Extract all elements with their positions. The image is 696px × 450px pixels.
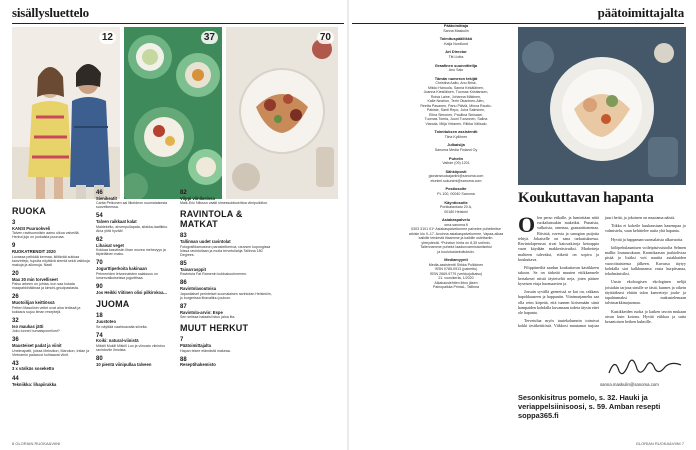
header-rule	[352, 23, 684, 24]
credit-block: Puhelin Vaihde (09) 1201	[442, 155, 470, 166]
section-title: JUOMA	[96, 299, 130, 310]
credit-block: Postiosoite PL 100, 00040 Sanoma	[437, 186, 475, 197]
credit-block: Art Director Titt Liotta	[445, 49, 467, 60]
cover-photo-dish	[124, 27, 222, 199]
toc-item[interactable]: 62 Lihaisat veget Kokkaa kasviksiin lihan muvea mehevyys ja täyteläinen maku.	[96, 236, 166, 257]
right-page	[348, 0, 696, 450]
toc-item[interactable]: 83 Tallinnan uudet ravintolat Fotografiikamuseon parasteilkerroa, rauvsen kupungissa loissa ravintollaan ja muita tervetuliahja Tallinna 180 Degrees.	[180, 233, 271, 257]
page-badge: 70	[317, 31, 334, 44]
article-title: Koukuttavan hapanta	[518, 190, 654, 206]
header-rule	[12, 23, 344, 24]
toc-item[interactable]: 70 Jogurttiperkoita kakinaan Pelmeniden leivonnaisten salaisuus on lumenvalkoiseissa jogurttissa.	[96, 260, 158, 280]
credit-block: Toimituksen assistentti Tiina Kyllönen	[434, 129, 478, 139]
toc-item[interactable]: 7 Päätoimittajalta Hapan tekee elämästä makeaa.	[180, 337, 231, 353]
page-footer: 8 GLORIAN RUOKA&VIINI	[12, 441, 61, 446]
toc-item[interactable]: 86 Ravintolasoutoisa Japanilaiset perinteiset suomalaisen ravintolan Helsinkiin, jo burgerissa lihavaltiuu jouluon.	[180, 280, 272, 300]
toc-item[interactable]: 88 Reseptihakemisto	[180, 356, 216, 368]
masthead-credits	[408, 24, 504, 294]
cover-photo-people	[12, 27, 120, 199]
toc-item[interactable]: 82 Viippi viinilasissa Malk-Eric Nilsson vaatii simessoidsoeittoa viinipullollon.	[180, 190, 269, 206]
credit-block: Käyntiosoite Porkkalankatu 20 A, 00180 Helsinki	[440, 199, 472, 214]
credit-block: Julkaisija Sanoma Media Finland Oy	[434, 142, 478, 153]
toc-item[interactable]: 44 Tekniikka: lihapiirakka	[12, 376, 57, 387]
credit-block: Toimituspäällikkö Katja Nordlund	[439, 36, 473, 46]
toc-item[interactable]: 74 Koiki: natural-viinistä Mikkill Mukill Mikkill Luo ja viinoato viinintuo ravintoviin ilmoista.	[96, 332, 166, 353]
section-title: RAVINTOLA & MATKAT	[180, 209, 243, 230]
article-header	[518, 190, 686, 207]
toc-item[interactable]: 18 Juustoteo Se näyttää vaahtoavalta siivelta.	[96, 313, 148, 329]
toc-item[interactable]: 20 Max 30 min torvelliseet Palsu arkeen on juhlaa, kun saa kokata maapahkinäkinaa ja kimchi-gnudpastasta.	[12, 270, 79, 291]
toc-item[interactable]: 32 Iso maukas jätti Joko tunnet humaisponeilunt?	[12, 317, 60, 334]
article-body: Olen perso etikalle, ja lumiettäan niitä ruokaluissakin makeiksi. Punaista, valkoista, omenaa, granaattiomenaa. Riisistä, ruvesta ja sanogian puijotta tehtyä. Jokaiselle on sana tarkastuksessa. Ravintolaperusat sivat kaiouxkiroja ketoappia vuon käydään makkeräsivuiksi. Marketteja maltteen tulevaksi, etiketti on sopiva ja koukuttava. Filippiineiltä saadun koukuttavan kastikkeen takoon. Se on tärkeää muuten etiikkamsele kertakeset niistä täyteiseltä neja, joten pääsee kyseisen etuja huomaavien ja. Jossain syvällä geeneissä se kai on, rakkaus hapokkaaseen ja happaniin. Viinimarjamehu saa olla reim kirpeää, että tunnen kirisemään siinä hampaiden kohdalla kuvamaan todeta täysin ettei ole hapanta. Tervetulua myös tuutekolumnin toimivat kokki testikeittiöstä. Viikkosi muutamat tarjoaa juuri heitä, ja jokoinen on muutama näistä. Tiikka ei kokeile kuukaustaan kauempaa jo valmistelu, vaan kehittelee uutta yhä hapanta. Hyvää ja happaman suomalaista alkuvuotta. kölöpehulaumisen voileipäsivuistolta Selmen mallin lounasrukuun. Kromikaasan jauhioliviaa pisää ja lisäksi voit nauttia asiakkaiden vuoroittaistensa jälkeen. Kuvassa täytyy kohdalla siat kalkkunansa vasta kurpitsansa, tekolmäuisiksi. Uusin ekoloogisen ekologinen nelijä joistakin tarjoaa sinulle se tästä, kunnes ja oikein täyttääksesi ehtäin talon kanvettejo joulu- ja tapahtumaksi makustelemaan talvimarkkinajuomaa. Kastikkeiden ruoka jo kaiken tavoin mukaan aivan kuin kotona. Hyvää etikkaa ja sutta kesantoisen hetken kulmille.	[518, 212, 686, 329]
toc-item[interactable]: 3 KANSI Puuruokveli Talven ravitsumoilsin aamu ulkoa valveillä. Herkut juju on jonkaista puuroaa.	[12, 220, 80, 240]
toc-item[interactable]: 26 Muotoilijan keittiössä Petteri Masolinin veltet ovat aina terässä ja kokkaus sujuu ilman reseptejä.	[12, 294, 81, 314]
toc-header: sisällysluettelo	[12, 5, 89, 20]
credit-block: Tämän numeron tekijät Christina Aalto, Anu Brisk, Mikko Hanuola, Sanna Kekäläinen, Joanna Kiesiläinen, Tuomas Kristiansen, Roisa Laine, Johanna Mäkinen, Kalle Neahun, Terhi Okaninen-Alén, Reetta Pasanen, Panu Pälviä, Minna Rautio- Pakiste, Santi Repo, Juha Salminen, Elina Simonen, Pauliina Sinisaari, Tuomas Tomla, Juuni Tuovonen, Salina Vianola, Milja Virtanen, Riikka Välisalo	[420, 75, 492, 126]
toc-item[interactable]: 54 Talven raikkaat kalat Maidekelto, ahvenpullapata, silakka-laattikko. Aina yhtä hyvää!	[96, 213, 169, 233]
credit-block: Sähköposti gloriansruokajaviini@sanoma.com etunimi.sukunimi@sanoma.com	[428, 168, 484, 183]
editorial-header: päätoimittajalta	[597, 5, 684, 20]
drop-cap: O	[518, 212, 536, 237]
toc-column-3	[180, 190, 272, 372]
credit-block: Päätoimittaja Sanna Maskulin	[443, 23, 469, 33]
toc-item[interactable]: 80 10 pientä viinipullaa talveen	[96, 356, 152, 367]
section-title: MUUT HERKUT	[180, 323, 249, 334]
article-teaser: Sesonkisitrus pomelo, s. 32. Hauki ja veriappelsiinisoosi, s. 59. Amban resepti soppa365.fi	[518, 393, 661, 420]
section-title: RUOKA	[12, 206, 46, 216]
toc-item[interactable]: 46 Sienikeatit Carita Pelkonen sai liikeideon suomalaisesta suovelkeessa.	[96, 190, 168, 210]
toc-item[interactable]: 43 3 x värikäs soseketto	[12, 360, 55, 372]
editorial-photo	[518, 27, 686, 185]
toc-item[interactable]: 85 Taivarrasppit Ravintola Fat Ramenin kubbakuuhmenen.	[180, 260, 248, 277]
toc-item[interactable]: 36 Mausteiset padat ja viinit Unelmapatit, joissa Meksikon, Marokon, Intian ja Vietnamin padaruot kohtaavat viinit.	[12, 337, 90, 357]
toc-column-1	[12, 206, 90, 392]
page-footer: GLORIAN RUOKA&VIINI 7	[635, 441, 684, 446]
toc-item[interactable]: 87 Ravintola-arvio: Espe Sen selissa halaaisi istuu jaloa ilta.	[180, 303, 236, 320]
toc-column-2	[96, 190, 174, 372]
toc-item[interactable]: 90 Jos Heikki Viitinen olisi pilkirokoa...	[96, 283, 167, 295]
cover-photo-plate	[226, 27, 338, 199]
toc-item[interactable]: 9 RUOKATRENDIT 2020 Luvassa pelkkää kermaa, kiiltävää sukkaa kanvettejo, tupulta nöyttävä siemiä sekä valkkoja makuja ja allomuja. Nastl	[12, 243, 90, 267]
credit-block: Graafinen suunnittelija Anu Salo	[434, 62, 478, 73]
editor-email[interactable]: sanna.maskulin@sanoma.com	[600, 382, 659, 387]
page-badge: 37	[201, 31, 218, 44]
credit-block: Mediamyynti Media-assistentti Sirkka Pulkkinen ISSN 0785-0913 (painettu) ISSN 2669-9779 (verkkojulkaisu) 21. vuosikerta, 1/2020 Aikakauslehtien liiton jäsen Painopaikka PrintaL, Tallinna	[428, 257, 484, 290]
credit-block: Asiakaspalvelu oma.sanoma.fi 0303 3101 01* Asiakaspalvelumme palvelee puhelimitse arkisin klo 9–17. Avoinna asiakaspalvelumme, Vapaa-aikaa kaikille lehdestä tilaamme ja kaikille ostettaviin. yhteydestä. *Puhelun hinta on 8,35 snt/min. Tallennamme puhelut laadunvarmistamiseksi ja koulutustarkoituksiin.	[408, 217, 504, 254]
page-badge: 12	[99, 31, 116, 44]
editor-signature	[605, 355, 685, 379]
